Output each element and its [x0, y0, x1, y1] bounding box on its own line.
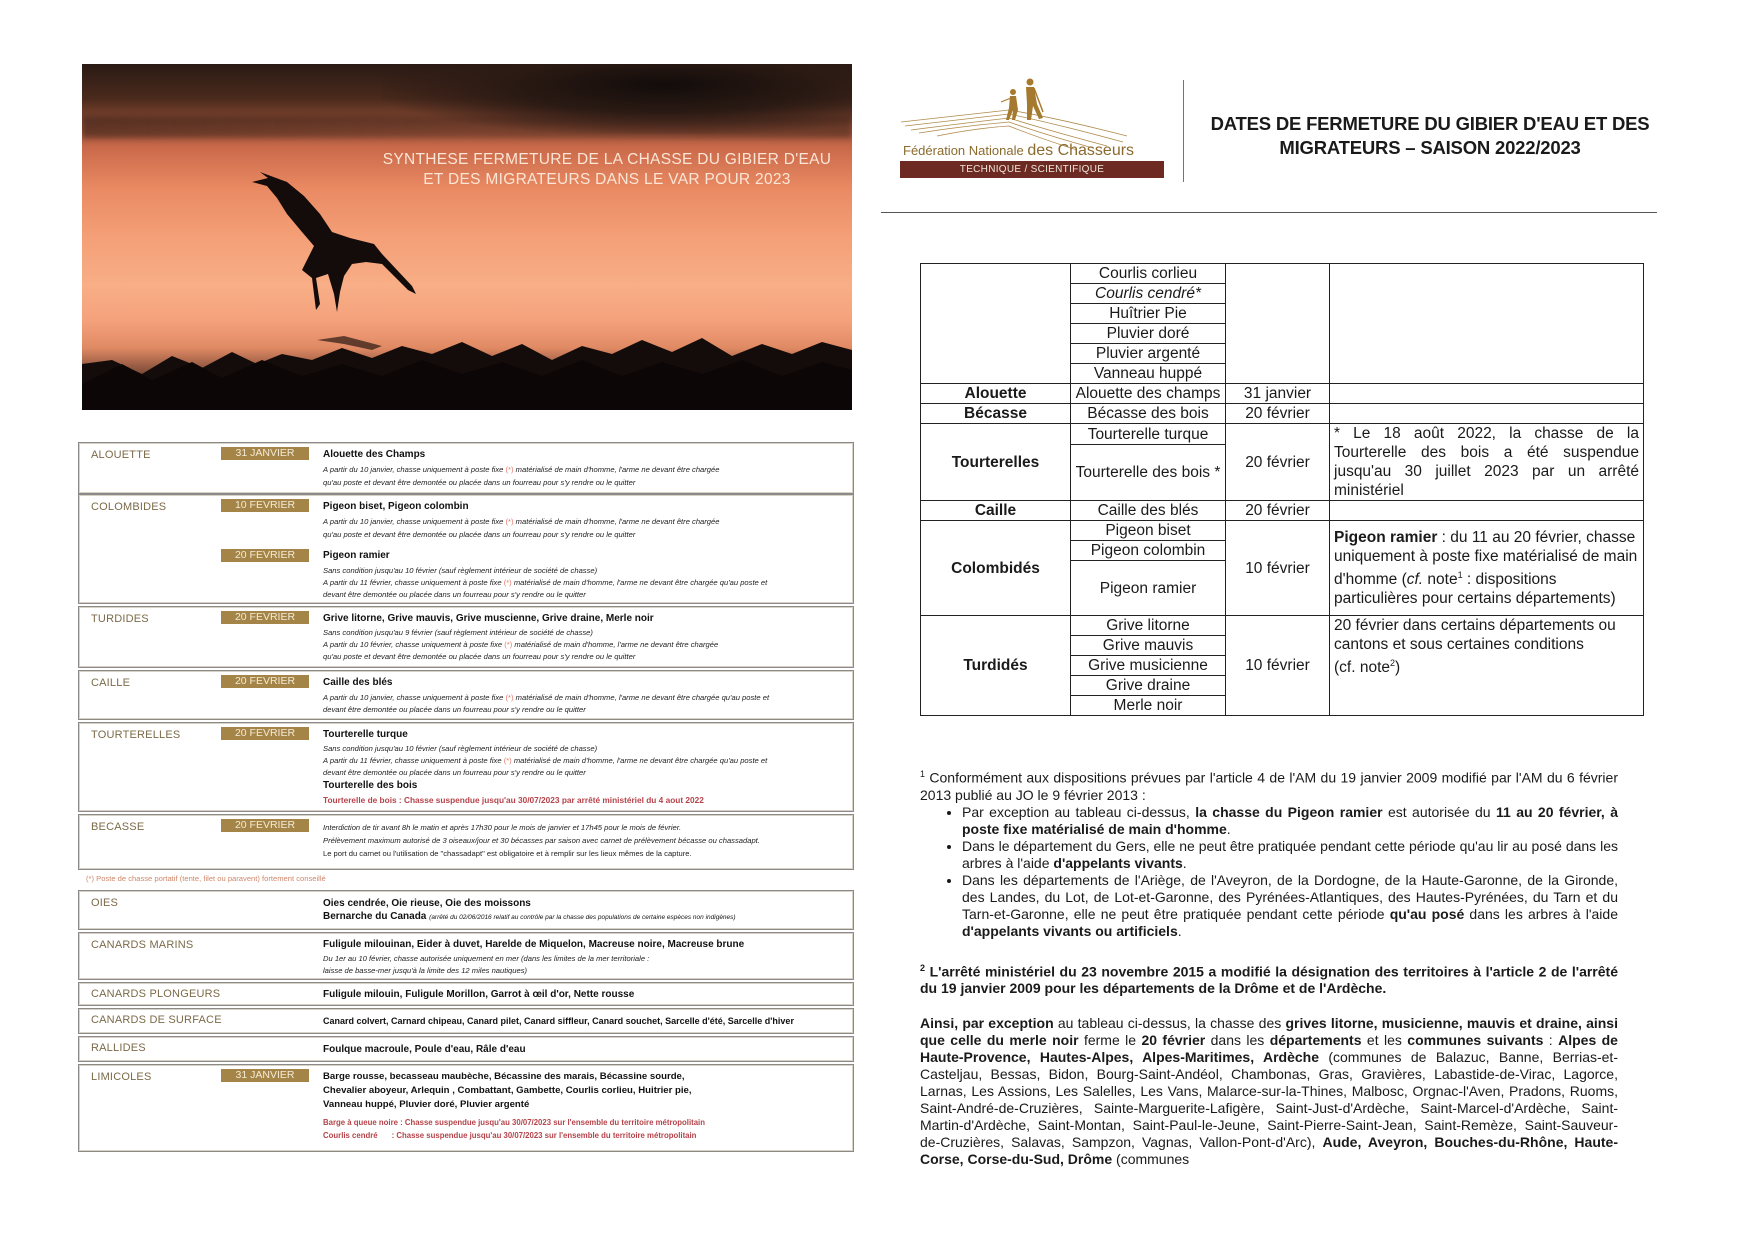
header-divider — [1183, 80, 1184, 182]
condition-note: devant être demontée ou placée dans un fourreau pour s'y rendre ou le quitter — [323, 705, 586, 714]
closure-row-becasse — [78, 814, 854, 870]
footnote-2: $^2$ L'arrêté ministériel du 23 novembre 2015 a modifié la désignation des territoires à l'article 2 de l'arrêté du 19 janvier 2009 pour les départements de la Drôme et de l'Ardèche. — [920, 962, 1618, 997]
closure-row-alouette — [78, 442, 854, 494]
table-row — [921, 424, 1644, 445]
hero-title — [372, 150, 842, 190]
species-list: Foulque macroule, Poule d'eau, Râle d'eau — [323, 1044, 526, 1055]
bird-silhouette-icon — [82, 64, 852, 410]
species-cell: Tourterelle des bois * — [1071, 445, 1226, 501]
closure-date-badge: 20 FEVRIER — [221, 549, 309, 562]
species-cell: Grive litorne — [1071, 616, 1226, 636]
category-label: RALLIDES — [91, 1042, 146, 1054]
closure-date-badge: 20 FEVRIER — [221, 611, 309, 624]
closure-row-colombides — [78, 494, 854, 604]
table-row — [921, 404, 1644, 424]
footnote-bullet: • Dans le département du Gers, elle ne peut être pratiquée pendant cette période qu'au lir au posé dans les arbres à l'aide d'appelants vivants. — [962, 838, 1618, 872]
species-list: Grive litorne, Grive mauvis, Grive muscienne, Grive draine, Merle noir — [323, 613, 654, 624]
hero-title-line-2: ET DES MIGRATEURS DANS LE VAR POUR 2023 — [423, 171, 791, 188]
portable-blind-footnote: (*) Poste de chasse portatif (tente, filet ou paravent) fortement conseillé — [86, 874, 326, 883]
group-cell: Alouette — [921, 384, 1071, 404]
closure-row-canards-plongeurs — [78, 982, 854, 1006]
group-cell: Tourterelles — [921, 424, 1071, 501]
category-label: TOURTERELLES — [91, 729, 181, 741]
category-label: OIES — [91, 897, 119, 909]
condition-note: Du 1er au 10 février, chasse autorisée uniquement en mer (dans les limites de la mer territoriale : — [323, 954, 650, 963]
title-line-1: DATES DE FERMETURE DU GIBIER D'EAU ET DES — [1210, 113, 1650, 134]
condition-note: A partir du 10 janvier, chasse uniquement à poste fixe (*) matérialisé de main d'homme, l'arme ne devant être chargée — [323, 517, 720, 526]
closure-date-badge: 31 JANVIER — [221, 447, 309, 460]
category-label: BECASSE — [91, 821, 145, 833]
condition-note: devant être demontée ou placée dans un fourreau pour s'y rendre ou le quitter — [323, 590, 586, 599]
closure-date-badge: 20 FEVRIER — [221, 727, 309, 740]
footnote-1-list — [920, 804, 1618, 940]
category-label: CANARDS DE SURFACE — [91, 1014, 222, 1026]
condition-note: Interdiction de tir avant 8h le matin et après 17h30 pour le mois de janvier et 17h45 pour le mois de février. — [323, 823, 682, 832]
date-cell — [1226, 264, 1330, 384]
remark-cell: Pigeon ramier : du 11 au 20 février, chasse uniquement à poste fixe matérialisé de main d'homme (cf. note$^1$ : dispositions particulières pour certains départements) — [1330, 521, 1644, 616]
condition-note: qu'au poste et devant être demontée ou placée dans un fourreau pour s'y rendre ou le quitter — [323, 652, 636, 661]
date-cell: 20 février — [1226, 501, 1330, 521]
closure-date-badge: 20 FEVRIER — [221, 675, 309, 688]
group-cell: Turdidés — [921, 616, 1071, 716]
remark-cell — [1330, 501, 1644, 521]
condition-note: qu'au poste et devant être demontée ou placée dans un fourreau pour s'y rendre ou le quitter — [323, 530, 636, 539]
species-list: Fuligule milouinan, Eider à duvet, Harelde de Miquelon, Macreuse noire, Macreuse brune — [323, 939, 745, 950]
date-cell: 10 février — [1226, 521, 1330, 616]
species-list: Fuligule milouin, Fuligule Morillon, Garrot à œil d'or, Nette rousse — [323, 989, 635, 1000]
exception-paragraph: Ainsi, par exception au tableau ci-dessus, la chasse des grives litorne, musicienne, mauvis et draine, ainsi que celle du merle noir ferme le 20 février dans les départements et les communes suivants : Alpes de Haute-Provence, Hautes-Alpes, Alpes-Maritimes, Ardèche (communes de Balazuc, Banne, Berrias-et-Casteljau, Bessas, Bidon, Bourg-Saint-Andéol, Chambonas, Gras, Gravières, Labastide-de-Virac, Lagorce, Larnas, Les Assions, Les Salelles, Les Vans, Malarce-sur-la-Thines, Malbosc, Orgnac-l'Aven, Pradons, Ruoms, Saint-André-de-Cruzières, Sainte-Marguerite-Lafigère, Saint-Just-d'Ardèche, Saint-Marcel-d'Ardèche, Saint-Martin-d'Ardèche, Saint-Montan, Saint-Paul-le-Jeune, Saint-Pierre-Saint-Jean, Saint-Remèze, Saint-Sauveur-de-Cruzières, Salavas, Sampzon, Vagnas, Vallon-Pont-d'Arc), Aude, Aveyron, Bouches-du-Rhône, Haute-Corse, Corse-du-Sud, Drôme (communes — [920, 1015, 1618, 1168]
remark-cell: * Le 18 août 2022, la chasse de la Tourterelle des bois a été suspendue jusqu'au 30 juillet 2023 par un arrêté ministériel — [1330, 424, 1644, 501]
species-cell: Caille des blés — [1071, 501, 1226, 521]
species-list: Barge rousse, becasseau maubèche, Bécassine des marais, Bécassine sourde, — [323, 1071, 685, 1082]
closure-row-rallides — [78, 1036, 854, 1062]
category-label: CANARDS MARINS — [91, 939, 194, 951]
closure-dates-table — [920, 263, 1644, 716]
logo-department-bar: TECHNIQUE / SCIENTIFIQUE — [900, 161, 1164, 178]
table-row — [921, 384, 1644, 404]
logo-org-name: Fédération Nationale des Chasseurs — [903, 142, 1135, 159]
species-cell: Grive musicienne — [1071, 656, 1226, 676]
date-cell: 20 février — [1226, 404, 1330, 424]
species-cell: Pluvier doré — [1071, 324, 1226, 344]
closure-row-tourterelles — [78, 722, 854, 812]
group-cell: Caille — [921, 501, 1071, 521]
species-cell: Pigeon biset — [1071, 521, 1226, 541]
condition-note: qu'au poste et devant être demontée ou placée dans un fourreau pour s'y rendre ou le quitter — [323, 478, 636, 487]
group-cell — [921, 264, 1071, 384]
suspension-warning: Barge à queue noire : Chasse suspendue jusqu'au 30/07/2023 sur l'ensemble du territoire métropolitain — [323, 1118, 705, 1127]
species-list: Pigeon biset, Pigeon colombin — [323, 501, 469, 512]
species-cell: Grive mauvis — [1071, 636, 1226, 656]
footnote-1: $^1$ Conformément aux dispositions prévues par l'article 4 de l'AM du 19 janvier 2009 modifié par l'AM du 6 février 2013 publié au JO le 9 février 2013 : — [920, 769, 1618, 803]
date-cell: 31 janvier — [1226, 384, 1330, 404]
species-list: Vanneau huppé, Pluvier doré, Pluvier argenté — [323, 1099, 530, 1110]
closure-row-turdides — [78, 606, 854, 668]
species-cell: Merle noir — [1071, 696, 1226, 716]
title-line-2: MIGRATEURS – SAISON 2022/2023 — [1279, 137, 1581, 158]
species-cell: Courlis corlieu — [1071, 264, 1226, 284]
species-cell: Pigeon colombin — [1071, 541, 1226, 561]
species-list: Canard colvert, Carnard chipeau, Canard pilet, Canard siffleur, Canard souchet, Sarcelle d'été, Sarcelle d'hiver — [323, 1016, 794, 1026]
condition-note: A partir du 10 février, chasse uniquement à poste fixe (*) matérialisé de main d'homme, l'arme ne devant être chargée — [323, 640, 719, 649]
closure-row-limicoles — [78, 1064, 854, 1152]
group-cell: Colombidés — [921, 521, 1071, 616]
species-cell: Vanneau huppé — [1071, 364, 1226, 384]
document-title — [1200, 112, 1660, 160]
category-label: CAILLE — [91, 677, 131, 689]
species-list: Chevalier aboyeur, Arlequin , Combattant, Gambette, Courlis corlieu, Huitrier pie, — [323, 1085, 692, 1096]
condition-note: laisse de basse-mer jusqu'à la limite des 12 miles nautiques) — [323, 966, 528, 975]
condition-note: A partir du 10 janvier, chasse uniquement à poste fixe (*) matérialisé de main d'homme, l'arme ne devant être chargée — [323, 465, 720, 474]
species-list: Oies cendrée, Oie rieuse, Oie des moissons — [323, 898, 531, 909]
closure-date-badge: 10 FEVRIER — [221, 499, 309, 512]
closure-date-badge: 20 FEVRIER — [221, 819, 309, 832]
species-cell: Courlis cendré* — [1071, 284, 1226, 304]
species-cell: Alouette des champs — [1071, 384, 1226, 404]
suspension-warning: Tourterelle de bois : Chasse suspendue jusqu'au 30/07/2023 par arrêté ministériel du 4 aout 2022 — [323, 795, 704, 805]
category-label: TURDIDES — [91, 613, 149, 625]
condition-note: Le port du carnet ou l'utilisation de "chassadapt" est obligatoire et à remplir sur les lieux mêmes de la capture. — [323, 849, 692, 858]
species-cell: Pigeon ramier — [1071, 561, 1226, 616]
table-row — [921, 501, 1644, 521]
closure-row-canards-surface — [78, 1008, 854, 1034]
species-list: Pigeon ramier — [323, 550, 390, 561]
category-label: LIMICOLES — [91, 1071, 152, 1083]
hero-title-line-1: SYNTHESE FERMETURE DE LA CHASSE DU GIBIER D'EAU — [382, 151, 832, 168]
remark-cell — [1330, 404, 1644, 424]
category-label: CANARDS PLONGEURS — [91, 988, 221, 1000]
species-list: Alouette des Champs — [323, 449, 426, 460]
date-cell: 10 février — [1226, 616, 1330, 716]
group-cell: Bécasse — [921, 404, 1071, 424]
footnote-bullet: • Par exception au tableau ci-dessus, la chasse du Pigeon ramier est autorisée du 11 au 20 février, à poste fixe matérialisé de main d'homme. — [962, 804, 1618, 838]
category-label: COLOMBIDES — [91, 501, 167, 513]
condition-note: devant être demontée ou placée dans un fourreau pour s'y rendre ou le quitter — [323, 768, 586, 777]
closure-row-oies — [78, 890, 854, 930]
table-row — [921, 616, 1644, 636]
species-list: Bernarche du Canada (arrêté du 02/06/2016 relatif au contrôle par la chasse des populations de certaine espèces non indigènes) — [323, 911, 736, 922]
closure-row-canards-marins — [78, 932, 854, 980]
condition-note: Sans condition jusqu'au 9 février (sauf règlement intérieur de société de chasse) — [323, 628, 593, 637]
species-cell: Tourterelle turque — [1071, 424, 1226, 445]
species-cell: Bécasse des bois — [1071, 404, 1226, 424]
species-list: Tourterelle turque — [323, 729, 408, 740]
footnote-bullet: • Dans les départements de l'Ariège, de l'Aveyron, de la Dordogne, de la Haute-Garonne, de la Gironde, des Landes, du Lot, de Lot-et-Garonne, des Pyrénées-Atlantiques, des Hautes-Pyrénées, du Tarn et du Tarn-et-Garonne, elle ne peut être pratiquée pendant cette période qu'au posé dans les arbres à l'aide d'appelants vivants ou artificiels. — [962, 872, 1618, 940]
condition-note: Prélèvement maximum autorisé de 3 oiseaux/jour et 30 bécasses par saison avec carnet de prélèvement bécasse ou chassadapt. — [323, 836, 760, 845]
table-row — [921, 264, 1644, 284]
remark-cell: 20 février dans certains départements ou cantons et sous certaines conditions (cf. note$^2$) — [1330, 616, 1644, 716]
condition-note: A partir du 11 février, chasse uniquement à poste fixe (*) matérialisé de main d'homme, l'arme ne devant être chargée qu'au poste et — [323, 756, 768, 765]
header-rule — [881, 212, 1657, 213]
condition-note: Sans condition jusqu'au 10 février (sauf règlement intérieur de société de chasse) — [323, 566, 598, 575]
species-list: Tourterelle des bois — [323, 780, 418, 791]
footnotes-section — [920, 766, 1618, 1168]
species-list: Caille des blés — [323, 677, 393, 688]
remark-cell — [1330, 264, 1644, 384]
suspension-warning: Courlis cendré : Chasse suspendue jusqu'au 30/07/2023 sur l'ensemble du territoire métropolitain — [323, 1131, 697, 1140]
table-row — [921, 521, 1644, 541]
species-cell: Grive draine — [1071, 676, 1226, 696]
closure-date-badge: 31 JANVIER — [221, 1069, 309, 1082]
category-label: ALOUETTE — [91, 449, 151, 461]
condition-note: A partir du 10 janvier, chasse uniquement à poste fixe (*) matérialisé de main d'homme, l'arme ne devant être chargée qu'au poste et — [323, 693, 770, 702]
date-cell: 20 février — [1226, 424, 1330, 501]
remark-cell — [1330, 384, 1644, 404]
species-cell: Huîtrier Pie — [1071, 304, 1226, 324]
closure-row-caille — [78, 670, 854, 720]
species-cell: Pluvier argenté — [1071, 344, 1226, 364]
hero-banner — [82, 64, 852, 410]
condition-note: A partir du 11 février, chasse uniquement à poste fixe (*) matérialisé de main d'homme, l'arme ne devant être chargée qu'au poste et — [323, 578, 768, 587]
condition-note: Sans condition jusqu'au 10 février (sauf règlement intérieur de société de chasse) — [323, 744, 598, 753]
